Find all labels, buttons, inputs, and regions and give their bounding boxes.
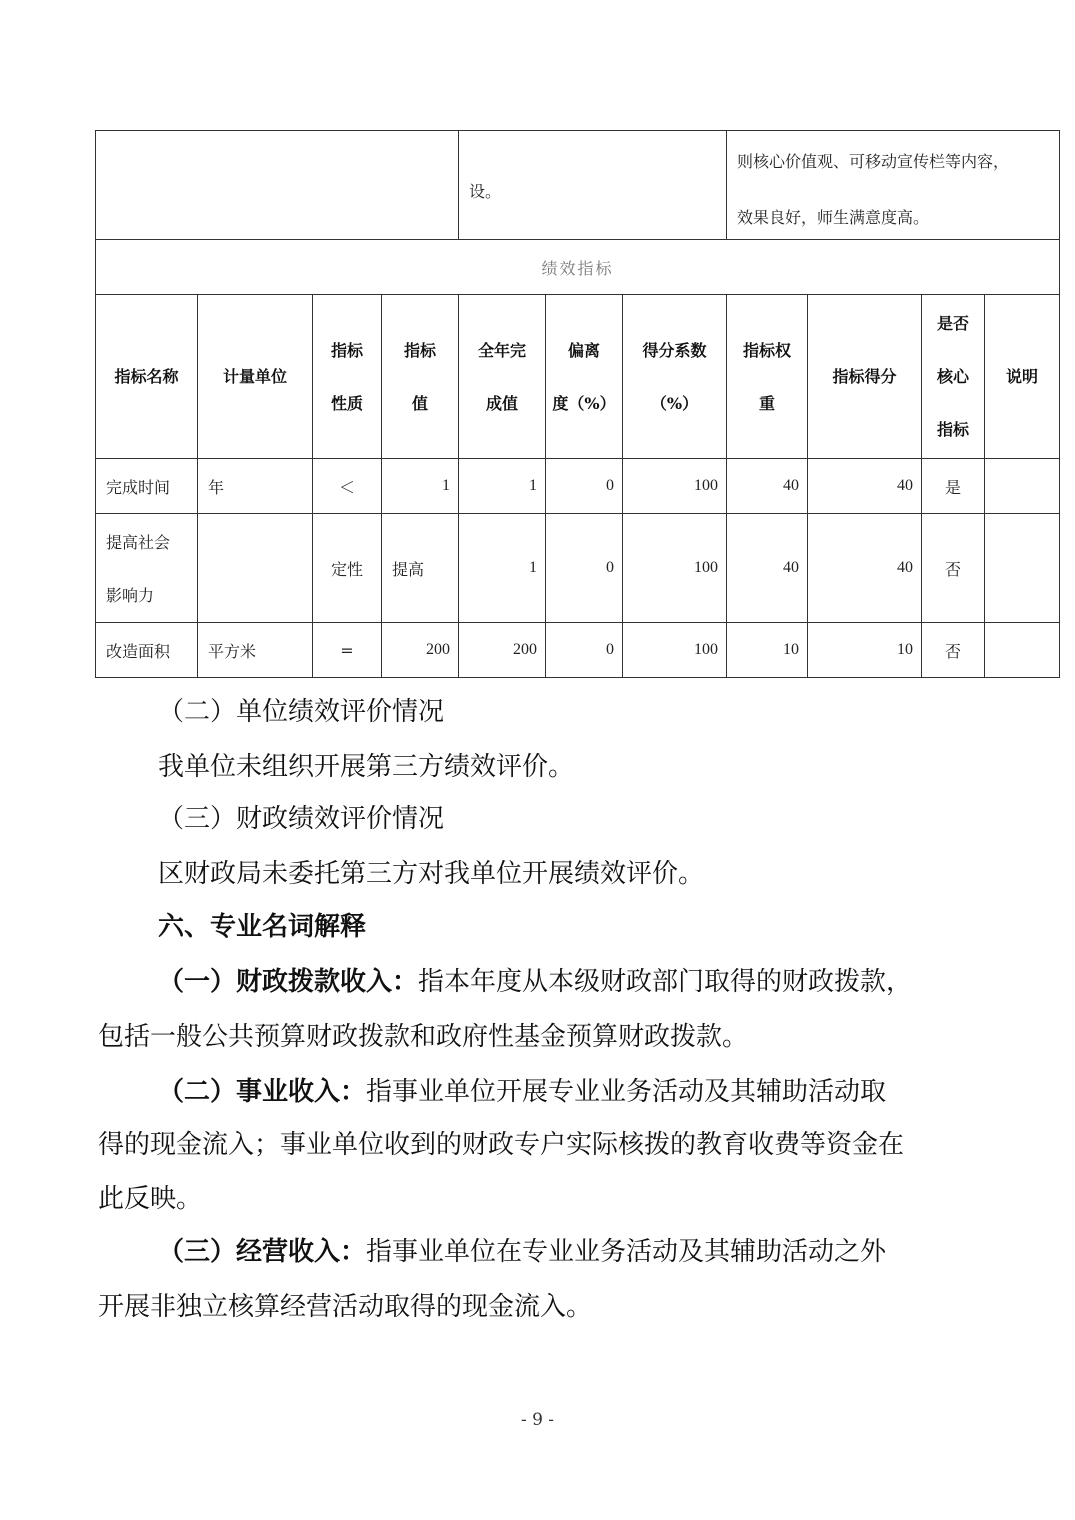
indicator-name-line: 完成时间 (106, 477, 171, 497)
cell-value: 1 (382, 459, 459, 514)
table-row (96, 514, 1060, 623)
header-cell-line: 值 (411, 393, 428, 413)
header-cell-line: 得分系数 (642, 340, 707, 360)
paragraph-fin-eval: 区财政局未委托第三方对我单位开展绩效评价。 (158, 859, 705, 889)
header-cell (96, 295, 198, 459)
term3-text1: 指事业单位在专业业务活动及其辅助活动之外 (366, 1237, 887, 1267)
paragraph-unit-eval: 我单位未组织开展第三方绩效评价。 (158, 752, 575, 782)
term3-label: （三）经营收入： (158, 1237, 367, 1267)
header-cell-line: 核心 (937, 367, 970, 386)
cell-indicator-name (96, 514, 198, 623)
header-cell-line: 偏离 (567, 340, 600, 360)
cell-weight: 10 (727, 623, 808, 678)
term2-text1: 指事业单位开展专业业务活动及其辅助活动取 (366, 1077, 887, 1107)
header-cell-line: 指标 (403, 340, 436, 360)
cell-note (985, 459, 1060, 514)
term2-line3: 此反映。 (98, 1184, 203, 1214)
header-cell (546, 295, 623, 459)
cell-deviation: 0 (546, 459, 623, 514)
cell-note (985, 623, 1060, 678)
cell-nature: 定性 (313, 514, 382, 623)
table-row (96, 623, 1060, 678)
term1-line2: 包括一般公共预算财政拨款和政府性基金预算财政拨款。 (98, 1022, 749, 1052)
cell-actual: 200 (459, 623, 546, 678)
cell-indicator-name (96, 623, 198, 678)
page-number: - 9 - (520, 1410, 555, 1430)
header-cell (313, 295, 382, 459)
header-cell (727, 295, 808, 459)
cell-indicator-name (96, 459, 198, 514)
indicator-name-line: 影响力 (106, 586, 155, 605)
cell-right-line2: 效果良好，师生满意度高。 (737, 208, 930, 227)
header-cell-line: 重 (759, 393, 776, 413)
cell-deviation: 0 (546, 514, 623, 623)
term2-label: （二）事业收入： (158, 1077, 367, 1107)
header-cell (985, 295, 1060, 459)
header-cell-line: （%） (650, 393, 699, 413)
header-cell-line: 指标权 (743, 340, 792, 360)
cell-right-text (727, 131, 1060, 240)
header-cell (808, 295, 922, 459)
cell-unit: 平方米 (198, 623, 313, 678)
cell-coefficient: 100 (623, 514, 727, 623)
cell-score: 10 (808, 623, 922, 678)
cell-actual: 1 (459, 459, 546, 514)
cell-right-line1: 则核心价值观、可移动宣传栏等内容， (737, 152, 1010, 171)
term3-line2: 开展非独立核算经营活动取得的现金流入。 (98, 1292, 593, 1322)
table-body (96, 459, 1060, 678)
performance-indicator-table (95, 130, 1060, 678)
table-row (96, 459, 1060, 514)
heading-terms: 六、专业名词解释 (158, 912, 367, 942)
term1-label: （一）财政拨款收入： (158, 967, 419, 997)
header-cell (382, 295, 459, 459)
header-cell-line: 指标名称 (114, 367, 179, 386)
header-row (96, 295, 1060, 459)
table-row-top (96, 131, 1060, 240)
section-title: 绩效指标 (96, 240, 1060, 295)
term3-line1 (158, 1225, 886, 1279)
header-cell-line: 计量单位 (222, 367, 287, 386)
cell-score: 40 (808, 514, 922, 623)
header-cell (623, 295, 727, 459)
cell-unit: 年 (198, 459, 313, 514)
cell-value: 200 (382, 623, 459, 678)
cell-deviation: 0 (546, 623, 623, 678)
cell-empty (96, 131, 459, 240)
term1-line1 (158, 955, 912, 1009)
heading-fin-eval: （三）财政绩效评价情况 (158, 804, 445, 834)
header-cell (922, 295, 985, 459)
term2-line2: 得的现金流入；事业单位收到的财政专户实际核拨的教育收费等资金在 (98, 1130, 905, 1160)
header-cell-line: 指标 (937, 420, 970, 439)
section-title-row (96, 240, 1060, 295)
cell-core: 是 (922, 459, 985, 514)
heading-unit-eval: （二）单位绩效评价情况 (158, 697, 445, 727)
cell-nature: ＜ (313, 459, 382, 514)
header-cell-line: 成值 (485, 393, 518, 413)
cell-nature: = (313, 623, 382, 678)
term1-text1: 指本年度从本级财政部门取得的财政拨款， (418, 967, 913, 997)
header-cell-line: 指标得分 (832, 367, 897, 386)
header-cell-line: 指标 (330, 340, 363, 360)
cell-note (985, 514, 1060, 623)
cell-coefficient: 100 (623, 623, 727, 678)
header-cell-line: 说明 (1006, 367, 1039, 386)
cell-weight: 40 (727, 514, 808, 623)
header-cell-line: 性质 (330, 393, 363, 413)
cell-core: 否 (922, 623, 985, 678)
cell-actual: 1 (459, 514, 546, 623)
header-cell-line: 度（%） (552, 393, 616, 413)
header-cell-line: 全年完 (477, 340, 526, 360)
header-cell-line: 是否 (937, 314, 970, 333)
cell-weight: 40 (727, 459, 808, 514)
header-cell (198, 295, 313, 459)
indicator-name-line: 改造面积 (106, 641, 171, 661)
indicator-name-line: 提高社会 (106, 533, 171, 552)
cell-value: 提高 (382, 514, 459, 623)
header-cell (459, 295, 546, 459)
term2-line1 (158, 1065, 886, 1119)
cell-mid-text: 设。 (459, 131, 727, 240)
cell-coefficient: 100 (623, 459, 727, 514)
cell-core: 否 (922, 514, 985, 623)
cell-unit (198, 514, 313, 623)
cell-score: 40 (808, 459, 922, 514)
